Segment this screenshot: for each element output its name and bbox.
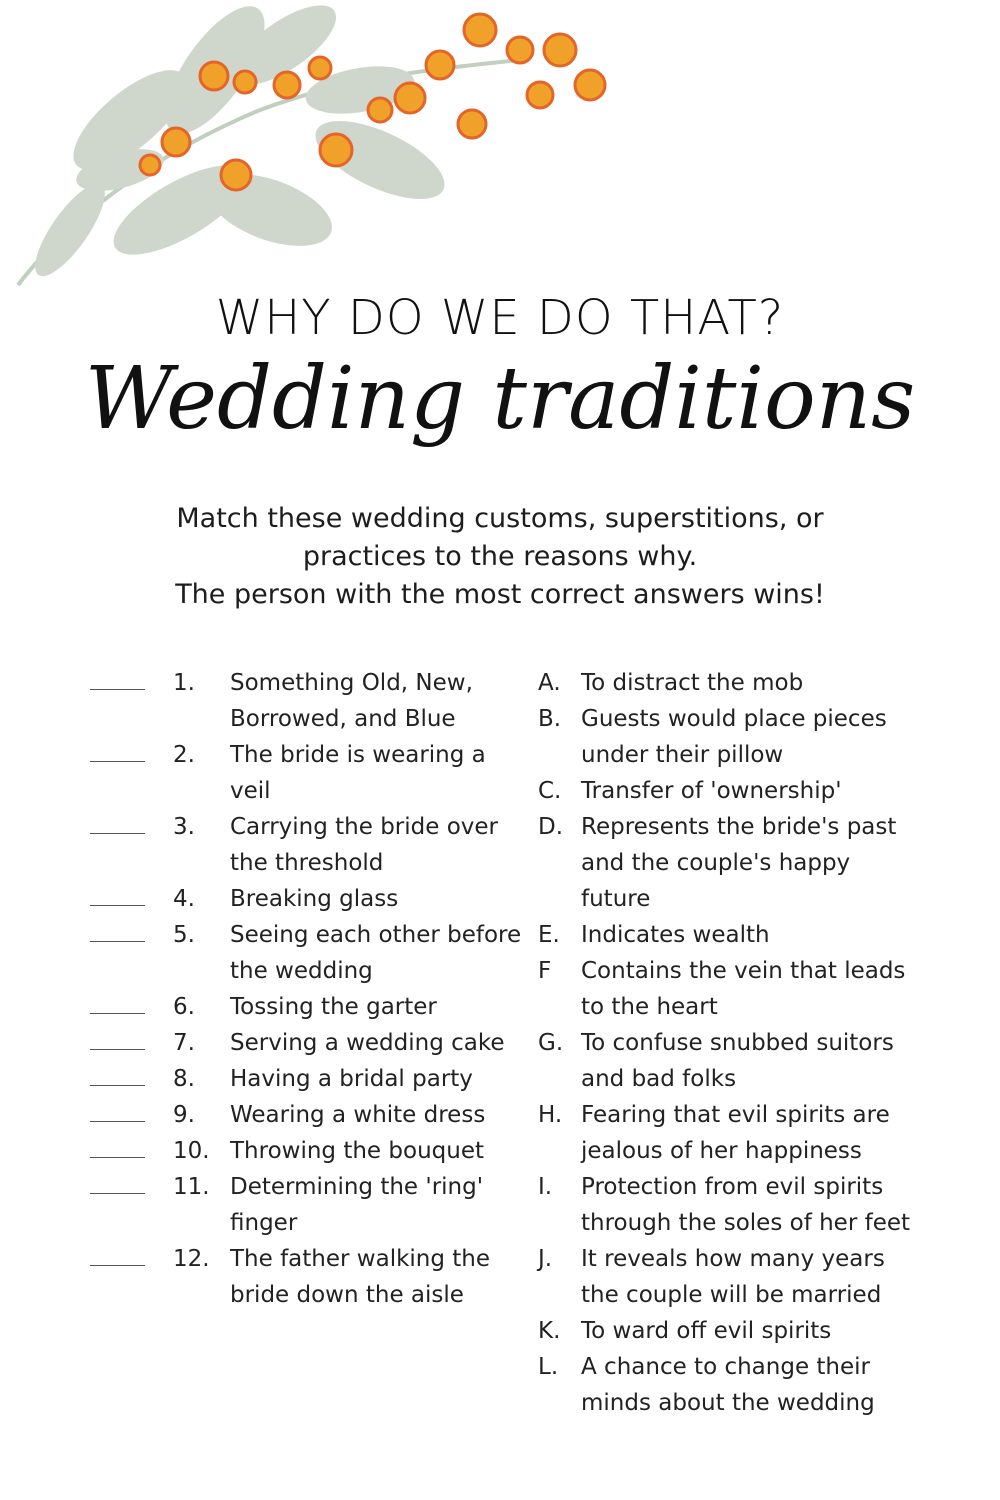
reason-text (581, 809, 978, 917)
reason-text (581, 1169, 978, 1241)
reason-line: It reveals how many years (581, 1246, 885, 1272)
reason-text (581, 773, 978, 809)
custom-text (230, 917, 530, 989)
custom-number: 1. (173, 670, 195, 696)
reason-item (538, 1097, 978, 1169)
custom-line: bride down the aisle (230, 1282, 464, 1308)
reason-text (581, 1241, 978, 1313)
reason-line: minds about the wedding (581, 1390, 875, 1416)
answer-blank[interactable] (90, 1067, 145, 1086)
title-script: Wedding traditions (84, 349, 916, 449)
custom-line: veil (230, 778, 271, 804)
answer-blank[interactable] (90, 815, 145, 834)
reason-line: through the soles of her feet (581, 1210, 911, 1236)
custom-text (230, 1133, 530, 1169)
custom-item (90, 1025, 530, 1061)
custom-item (90, 989, 530, 1025)
custom-text (230, 737, 530, 809)
reason-letter: K. (538, 1318, 561, 1344)
reason-line: future (581, 886, 651, 912)
answer-blank[interactable] (90, 1139, 145, 1158)
custom-item (90, 1097, 530, 1133)
reasons-list (538, 665, 978, 1421)
reason-letter: L. (538, 1354, 559, 1380)
custom-text (230, 1169, 530, 1241)
reason-letter: G. (538, 1030, 564, 1056)
reason-line: A chance to change their (581, 1354, 870, 1380)
reason-line: the couple will be married (581, 1282, 882, 1308)
reason-item (538, 665, 978, 701)
custom-item (90, 881, 530, 917)
custom-number: 8. (173, 1066, 195, 1092)
custom-line: Determining the 'ring' (230, 1174, 484, 1200)
reason-line: jealous of her happiness (581, 1138, 862, 1164)
reason-text (581, 1025, 978, 1097)
reason-line: To confuse snubbed suitors (581, 1030, 894, 1056)
reason-letter: A. (538, 670, 561, 696)
custom-number: 5. (173, 922, 195, 948)
custom-text (230, 881, 530, 917)
answer-blank[interactable] (90, 887, 145, 906)
reason-item (538, 701, 978, 773)
intro-line: Match these wedding customs, superstitions, or (176, 503, 824, 534)
reason-line: Contains the vein that leads (581, 958, 906, 984)
reason-line: Transfer of 'ownership' (581, 778, 842, 804)
reason-item (538, 953, 978, 1025)
reason-letter: D. (538, 814, 564, 840)
custom-item (90, 1241, 530, 1313)
custom-number: 11. (173, 1174, 210, 1200)
custom-number: 6. (173, 994, 195, 1020)
reason-text (581, 1313, 978, 1349)
reason-letter: C. (538, 778, 562, 804)
custom-text (230, 1025, 530, 1061)
reason-item (538, 1241, 978, 1313)
reason-line: Guests would place pieces (581, 706, 887, 732)
custom-line: the wedding (230, 958, 373, 984)
reason-line: and the couple's happy (581, 850, 851, 876)
custom-line: Breaking glass (230, 886, 399, 912)
custom-line: The bride is wearing a (230, 742, 486, 768)
custom-item (90, 665, 530, 737)
watercolor-branch-illustration (0, 0, 640, 300)
reason-item (538, 773, 978, 809)
intro-line: The person with the most correct answers wins! (175, 579, 825, 610)
custom-line: Throwing the bouquet (230, 1138, 484, 1164)
custom-line: Wearing a white dress (230, 1102, 486, 1128)
answer-blank[interactable] (90, 671, 145, 690)
reason-text (581, 917, 978, 953)
reason-line: and bad folks (581, 1066, 737, 1092)
custom-text (230, 665, 530, 737)
answer-blank[interactable] (90, 923, 145, 942)
reason-item (538, 1025, 978, 1097)
reason-line: To ward off evil spirits (581, 1318, 832, 1344)
reason-item (538, 1169, 978, 1241)
intro-text (100, 500, 900, 614)
answer-blank[interactable] (90, 743, 145, 762)
reason-letter: E. (538, 922, 560, 948)
reason-text (581, 701, 978, 773)
answer-blank[interactable] (90, 1031, 145, 1050)
reason-line: to the heart (581, 994, 718, 1020)
custom-item (90, 1169, 530, 1241)
custom-item (90, 917, 530, 989)
custom-text (230, 1241, 530, 1313)
custom-number: 9. (173, 1102, 195, 1128)
custom-item (90, 737, 530, 809)
reason-item (538, 917, 978, 953)
custom-number: 10. (173, 1138, 210, 1164)
reason-letter: B. (538, 706, 562, 732)
custom-item (90, 1061, 530, 1097)
answer-blank[interactable] (90, 995, 145, 1014)
custom-number: 4. (173, 886, 195, 912)
custom-item (90, 809, 530, 881)
custom-line: The father walking the (230, 1246, 491, 1272)
custom-text (230, 809, 530, 881)
custom-line: Seeing each other before (230, 922, 522, 948)
reason-line: Indicates wealth (581, 922, 770, 948)
custom-text (230, 1061, 530, 1097)
intro-line: practices to the reasons why. (302, 541, 698, 572)
reason-letter: J. (538, 1246, 553, 1272)
reason-letter: I. (538, 1174, 553, 1200)
reason-text (581, 1097, 978, 1169)
custom-number: 7. (173, 1030, 195, 1056)
customs-list (90, 665, 530, 1313)
custom-line: finger (230, 1210, 298, 1236)
answer-blank[interactable] (90, 1247, 145, 1266)
reason-text (581, 1349, 978, 1421)
reason-line: under their pillow (581, 742, 784, 768)
reason-letter: H. (538, 1102, 563, 1128)
custom-item (90, 1133, 530, 1169)
custom-line: the threshold (230, 850, 384, 876)
reason-item (538, 809, 978, 917)
custom-number: 2. (173, 742, 195, 768)
custom-text (230, 1097, 530, 1133)
reason-item (538, 1313, 978, 1349)
custom-text (230, 989, 530, 1025)
custom-line: Carrying the bride over (230, 814, 499, 840)
title-heading: WHY DO WE DO THAT? (215, 290, 785, 346)
custom-line: Serving a wedding cake (230, 1030, 505, 1056)
reason-line: To distract the mob (581, 670, 804, 696)
answer-blank[interactable] (90, 1175, 145, 1194)
reason-text (581, 953, 978, 1025)
custom-number: 12. (173, 1246, 210, 1272)
custom-line: Borrowed, and Blue (230, 706, 456, 732)
custom-line: Something Old, New, (230, 670, 473, 696)
custom-number: 3. (173, 814, 195, 840)
reason-text (581, 665, 978, 701)
reason-letter: F (538, 958, 552, 984)
custom-line: Tossing the garter (230, 994, 437, 1020)
answer-blank[interactable] (90, 1103, 145, 1122)
reason-line: Fearing that evil spirits are (581, 1102, 890, 1128)
custom-line: Having a bridal party (230, 1066, 473, 1092)
reason-line: Protection from evil spirits (581, 1174, 884, 1200)
reason-line: Represents the bride's past (581, 814, 897, 840)
reason-item (538, 1349, 978, 1421)
